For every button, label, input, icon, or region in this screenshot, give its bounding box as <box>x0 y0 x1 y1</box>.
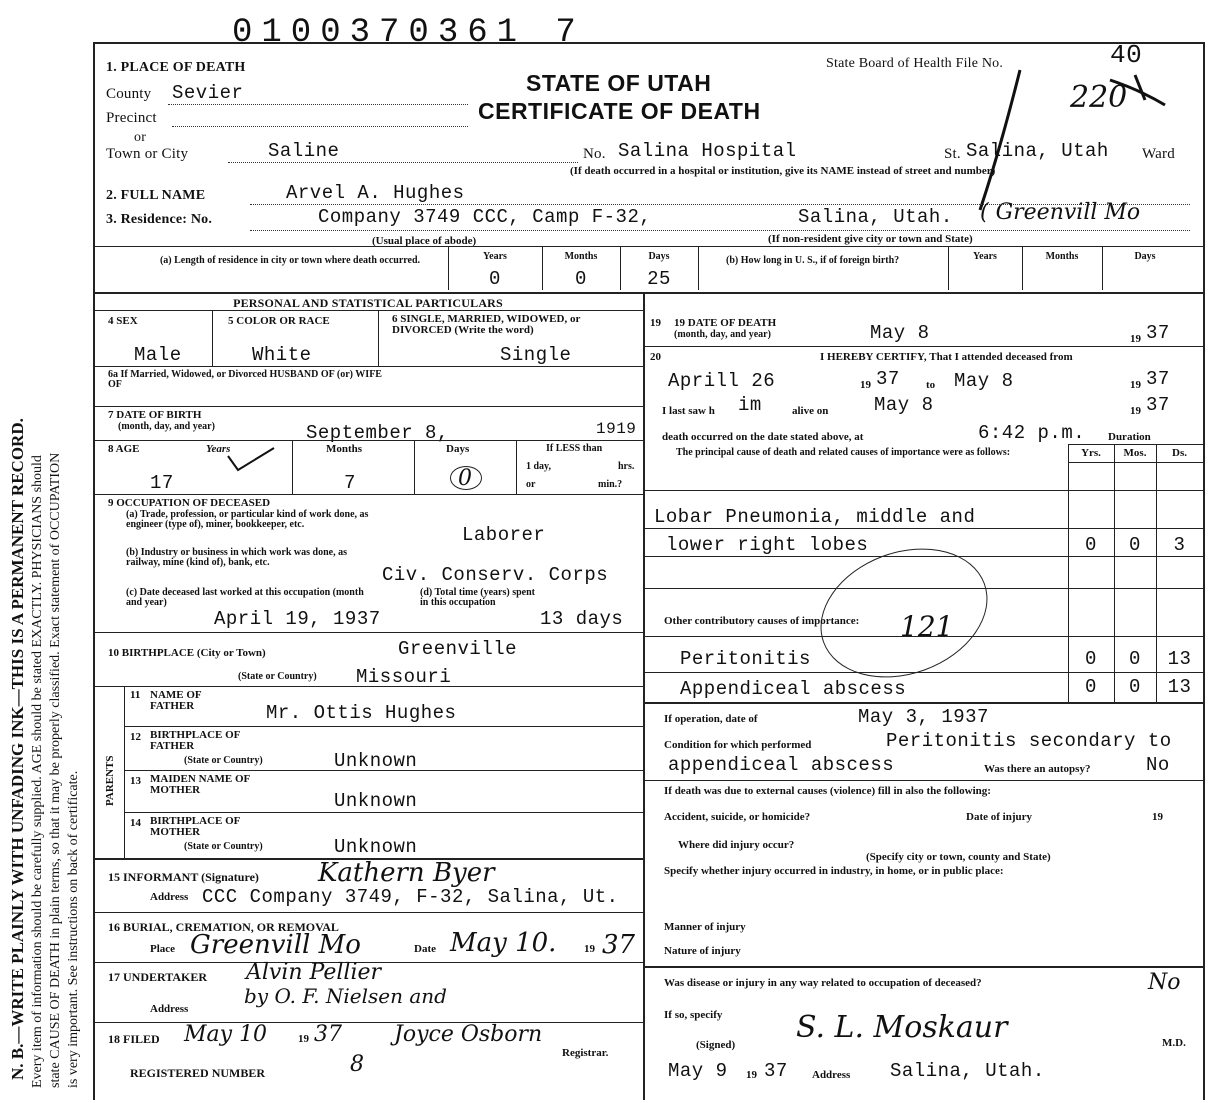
residence-handwritten: ( Greenvill Mo <box>980 200 1141 225</box>
hospital-value: Salina Hospital <box>618 140 797 162</box>
occupation-b-value: Civ. Conserv. Corps <box>382 564 609 586</box>
town-label: Town or City <box>106 146 189 162</box>
death-year-prefix: 19 <box>1130 333 1141 345</box>
st-label: St. <box>944 146 961 162</box>
color-value: White <box>252 344 312 366</box>
condition-line-1: Peritonitis secondary to <box>886 730 1172 752</box>
res-years-value: 0 <box>489 268 501 290</box>
father-birthplace-label: BIRTHPLACE OF FATHER <box>150 729 240 752</box>
father-label: NAME OF FATHER <box>150 689 202 712</box>
operation-date: May 3, 1937 <box>858 706 989 728</box>
other2-ds: 13 <box>1167 676 1192 698</box>
attended-from: Aprill 26 <box>668 370 776 392</box>
us-days-label: Days <box>1134 251 1156 262</box>
margin-instruction-4: is very important. See instructions on back of certificate. <box>66 770 81 1088</box>
hospital-note: (If death occurred in a hospital or institution, give its NAME instead of street and number) <box>570 165 996 177</box>
file-no-handwritten: 220 <box>1070 80 1128 115</box>
other2-mos: 0 <box>1129 676 1141 698</box>
injury-year-prefix: 19 <box>1152 811 1163 823</box>
principal-cause-label: The principal cause of death and related causes of importance were as follows: <box>676 447 1011 458</box>
sex-value: Male <box>134 344 182 366</box>
res-months-value: 0 <box>575 268 587 290</box>
margin-instruction-3: state CAUSE OF DEATH in plain terms, so that it may be properly classified. Exact statement of OCCUPATION <box>48 452 63 1088</box>
county-value: Sevier <box>172 82 244 104</box>
birthplace-city: Greenville <box>398 638 518 660</box>
sign-year: 37 <box>764 1060 788 1082</box>
age-days-circle <box>450 466 482 490</box>
mbirth-number: 14 <box>130 817 141 829</box>
less-hrs-label: hrs. <box>618 461 635 472</box>
nonresident-note: (If non-resident give city or town and State) <box>768 233 973 245</box>
dob-year: 1919 <box>596 420 637 438</box>
death-time: 6:42 p.m. <box>978 422 1086 444</box>
usual-abode-note: (Usual place of abode) <box>372 235 477 247</box>
residence-city: Salina, Utah. <box>798 206 953 228</box>
burial-year-prefix: 19 <box>584 943 595 955</box>
cause-ds: 3 <box>1173 534 1186 556</box>
other2-yrs: 0 <box>1085 676 1097 698</box>
mother-number: 13 <box>130 775 141 787</box>
other-cause-1: Peritonitis <box>680 648 811 670</box>
physician-address-label: Address <box>812 1069 851 1081</box>
res-days-value: 25 <box>647 268 671 290</box>
certificate-title: CERTIFICATE OF DEATH <box>478 98 761 124</box>
physician-address: Salina, Utah. <box>890 1060 1045 1082</box>
filed-year-prefix: 19 <box>298 1033 309 1045</box>
other1-ds: 13 <box>1167 648 1192 670</box>
full-name-value: Arvel A. Hughes <box>286 182 465 204</box>
birthplace-state: Missouri <box>356 666 452 688</box>
informant-address: CCC Company 3749, F-32, Salina, Ut. <box>202 886 619 908</box>
less-day-label: 1 day, <box>526 461 552 472</box>
us-length-label: (b) How long in U. S., if of foreign birth? <box>726 255 900 266</box>
ds-label: Ds. <box>1172 447 1187 459</box>
undertaker-signature: Alvin Pellier <box>246 960 382 985</box>
father-number: 11 <box>130 689 141 701</box>
full-name-label: 2. FULL NAME <box>106 188 206 203</box>
ward-label: Ward <box>1142 146 1175 162</box>
marital-value: Single <box>500 344 572 366</box>
occupation-a-value: Laborer <box>462 524 546 546</box>
place-of-death-label: 1. PLACE OF DEATH <box>106 60 246 75</box>
mother-value: Unknown <box>334 790 418 812</box>
condition-line-2: appendiceal abscess <box>668 754 895 776</box>
mother-birthplace-value: Unknown <box>334 836 418 858</box>
informant-address-label: Address <box>150 891 189 903</box>
burial-date-label: Date <box>414 943 436 955</box>
external-causes-label: If death was due to external causes (violence) fill in also the following: <box>664 785 991 797</box>
other-cause-2: Appendiceal abscess <box>680 678 907 700</box>
dob-label: 7 DATE OF BIRTH <box>108 409 202 421</box>
fbirth-number: 12 <box>130 731 141 743</box>
father-value: Mr. Ottis Hughes <box>266 702 457 724</box>
length-residence-label: (a) Length of residence in city or town where death occurred. <box>159 255 421 266</box>
certify-label: I HEREBY CERTIFY, That I attended deceased from <box>820 351 1073 363</box>
occupation-label: 9 OCCUPATION OF DECEASED <box>108 497 271 509</box>
color-label: 5 COLOR OR RACE <box>228 315 330 327</box>
other-causes-label: Other contributory causes of importance: <box>664 615 860 627</box>
residence-value: Company 3749 CCC, Camp F-32, <box>318 206 652 228</box>
us-months-label: Months <box>1045 251 1079 262</box>
registered-number-label: REGISTERED NUMBER <box>130 1066 266 1080</box>
occupation-c-label: (c) Date deceased last worked at this occupation (month and year) <box>126 587 364 608</box>
attended-from-year: 37 <box>876 368 900 390</box>
occupation-b-label: (b) Industry or business in which work was done, as railway, mine (kind of), bank, etc. <box>126 547 347 568</box>
last-saw-year-prefix: 19 <box>1130 405 1141 417</box>
autopsy-label: Was there an autopsy? <box>984 763 1091 775</box>
age-months-value: 7 <box>344 472 356 494</box>
occupation-d-value: 13 days <box>540 608 624 630</box>
no-label: No. <box>583 146 606 162</box>
attended-to-year-prefix: 19 <box>1130 379 1141 391</box>
filed-label: 18 FILED <box>108 1032 160 1046</box>
margin-instruction-1: N. B.—WRITE PLAINLY WITH UNFADING INK—THIS IS A PERMANENT RECORD. <box>8 418 27 1080</box>
us-years-label: Years <box>973 251 997 262</box>
operation-label: If operation, date of <box>664 713 758 725</box>
other1-mos: 0 <box>1129 648 1141 670</box>
sign-date: May 9 <box>668 1060 728 1082</box>
file-no: 40 <box>1110 40 1143 70</box>
burial-label: 16 BURIAL, CREMATION, OR REMOVAL <box>108 920 339 934</box>
md-label: M.D. <box>1162 1037 1186 1049</box>
occupation-a-label: (a) Trade, profession, or particular kind of work done, as engineer (type of), miner, bookkeeper, etc. <box>126 509 369 530</box>
injury-date-label: Date of injury <box>966 811 1032 823</box>
autopsy-value: No <box>1146 754 1170 776</box>
certify-number: 20 <box>650 351 661 363</box>
res-years-label: Years <box>483 251 507 262</box>
mother-birthplace-label: BIRTHPLACE OF MOTHER <box>150 815 240 838</box>
age-label: 8 AGE <box>108 443 140 455</box>
death-date-label: 19 DATE OF DEATH <box>674 317 777 329</box>
burial-place-label: Place <box>150 943 176 955</box>
cause-mos: 0 <box>1129 534 1141 556</box>
checkmark-icon <box>224 444 284 474</box>
where-injury-sub: (Specify city or town, county and State) <box>866 851 1051 863</box>
age-days-value: 0 <box>458 466 472 491</box>
burial-place: Greenvill Mo <box>190 930 361 960</box>
less-or-label: or <box>526 479 536 490</box>
undertaker-address: by O. F. Nielsen and <box>244 984 447 1008</box>
attended-to: May 8 <box>954 370 1014 392</box>
sex-label: 4 SEX <box>108 315 138 327</box>
age-years-label: Years <box>206 443 231 455</box>
other1-yrs: 0 <box>1085 648 1097 670</box>
dob-value: September 8, <box>306 422 449 444</box>
death-date-sub: (month, day, and year) <box>674 329 771 340</box>
cause-line-1: Lobar Pneumonia, middle and <box>654 506 976 528</box>
attended-to-year: 37 <box>1146 368 1170 390</box>
last-saw-date: May 8 <box>874 394 934 416</box>
residence-label: 3. Residence: No. <box>106 212 213 227</box>
marital-label: 6 SINGLE, MARRIED, WIDOWED, or DIVORCED (Write the word) <box>392 313 581 336</box>
filed-date: May 10 <box>184 1022 268 1047</box>
condition-label: Condition for which performed <box>664 739 812 751</box>
age-years-value: 17 <box>150 472 174 494</box>
state-title: STATE OF UTAH <box>526 70 712 96</box>
to-label: to <box>926 379 936 391</box>
mother-label: MAIDEN NAME OF MOTHER <box>150 773 250 796</box>
nature-label: Nature of injury <box>664 945 741 957</box>
less-than-label: If LESS than <box>546 443 603 454</box>
informant-signature: Kathern Byer <box>318 858 495 888</box>
death-time-label: death occurred on the date stated above, at <box>662 431 864 443</box>
spouse-label: 6a If Married, Widowed, or Divorced HUSBAND OF (or) WIFE OF <box>108 369 382 390</box>
registered-number: 8 <box>350 1052 364 1077</box>
personal-section-title: PERSONAL AND STATISTICAL PARTICULARS <box>233 296 503 310</box>
st-value: Salina, Utah <box>966 140 1109 162</box>
if-so-label: If so, specify <box>664 1009 723 1021</box>
undertaker-label: 17 UNDERTAKER <box>108 970 208 984</box>
father-birthplace-sub: (State or Country) <box>184 755 263 766</box>
burial-year: 37 <box>602 930 636 960</box>
less-min-label: min.? <box>598 479 623 490</box>
serial-number: 0100370361 7 <box>232 14 585 52</box>
occupation-d-label: (d) Total time (years) spent in this occupation <box>420 587 535 608</box>
town-value: Saline <box>268 140 340 162</box>
cause-yrs: 0 <box>1085 534 1097 556</box>
file-no-label: State Board of Health File No. <box>826 56 1004 71</box>
yrs-label: Yrs. <box>1081 447 1101 459</box>
father-birthplace-value: Unknown <box>334 750 418 772</box>
filed-year: 37 <box>314 1022 342 1047</box>
registrar-signature: Joyce Osborn <box>394 1022 543 1047</box>
age-days-label: Days <box>446 443 470 455</box>
parents-side-label: PARENTS <box>104 755 116 806</box>
accident-label: Accident, suicide, or homicide? <box>664 811 811 823</box>
last-saw-label: I last saw h <box>662 405 715 417</box>
cause-code: 121 <box>900 610 954 643</box>
last-saw-year: 37 <box>1146 394 1170 416</box>
county-label: County <box>106 86 152 102</box>
margin-instruction-2: Every item of information should be carefully supplied. AGE should be stated EXACTLY. PHYSICIANS should <box>30 455 45 1088</box>
informant-label: 15 INFORMANT (Signature) <box>108 870 259 884</box>
duration-label: Duration <box>1108 431 1151 443</box>
physician-signature: S. L. Moskaur <box>796 1010 1008 1045</box>
burial-date: May 10. <box>450 928 557 958</box>
occupation-related-value: No <box>1148 970 1181 995</box>
registrar-label: Registrar. <box>562 1047 609 1059</box>
cause-line-2: lower right lobes <box>666 534 869 556</box>
res-months-label: Months <box>564 251 598 262</box>
mother-birthplace-sub: (State or Country) <box>184 841 263 852</box>
death-year: 37 <box>1146 322 1170 344</box>
precinct-label: Precinct <box>106 110 157 126</box>
or-label: or <box>134 130 147 145</box>
where-injury-label: Where did injury occur? <box>678 839 795 851</box>
occupation-related-label: Was disease or injury in any way related to occupation of deceased? <box>664 977 982 989</box>
occupation-c-value: April 19, 1937 <box>214 608 381 630</box>
signed-label: (Signed) <box>696 1039 736 1051</box>
alive-on-label: alive on <box>792 405 829 417</box>
death-date-number: 19 <box>650 317 661 329</box>
dob-sub-label: (month, day, and year) <box>118 421 215 432</box>
age-months-label: Months <box>326 443 363 455</box>
birthplace-state-label: (State or Country) <box>238 671 317 682</box>
specify-place-label: Specify whether injury occurred in industry, in home, or in public place: <box>664 865 1004 877</box>
sign-year-prefix: 19 <box>746 1069 757 1081</box>
birthplace-label: 10 BIRTHPLACE (City or Town) <box>108 647 266 659</box>
attended-from-year-prefix: 19 <box>860 379 871 391</box>
last-saw-him: im <box>738 394 762 416</box>
mos-label: Mos. <box>1123 447 1147 459</box>
manner-label: Manner of injury <box>664 921 746 933</box>
res-days-label: Days <box>648 251 670 262</box>
death-date: May 8 <box>870 322 930 344</box>
undertaker-address-label: Address <box>150 1003 189 1015</box>
